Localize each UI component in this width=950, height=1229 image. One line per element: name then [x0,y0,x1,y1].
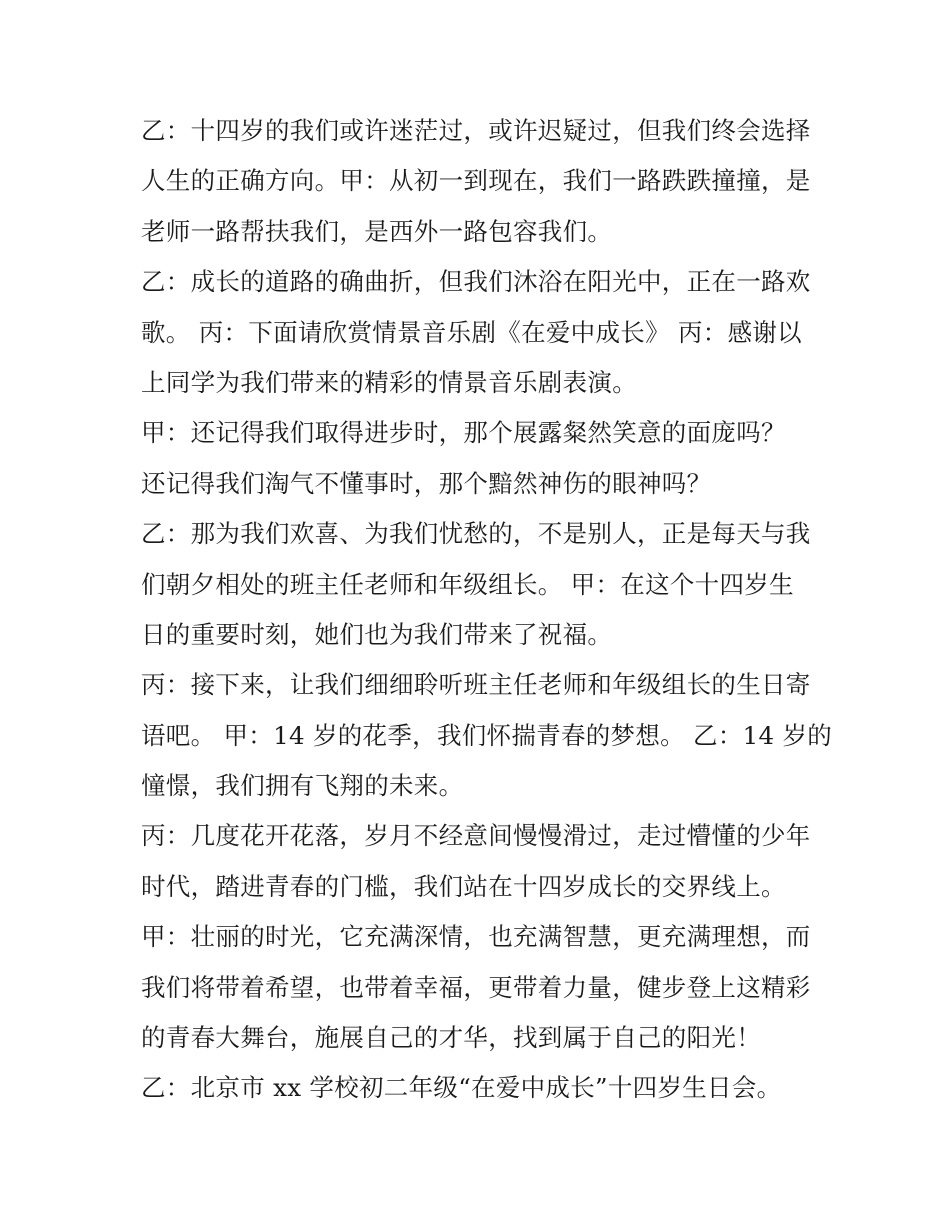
text-line-17: 甲：壮丽的时光，它充满深情，也充满智慧，更充满理想，而 [141,922,811,952]
text-line-4: 乙：成长的道路的确曲折，但我们沐浴在阳光中，正在一路欢 [141,267,811,297]
text-line-3: 老师一路帮扶我们，是西外一路包容我们。 [141,216,613,246]
text-line-6: 上同学为我们带来的精彩的情景音乐剧表演。 [141,367,637,397]
text-line-19: 的青春大舞台，施展自己的才华，找到属于自己的阳光！ [141,1023,761,1053]
text-line-16: 时代，踏进青春的门槛，我们站在十四岁成长的交界线上。 [141,871,786,901]
text-line-11: 日的重要时刻，她们也为我们带来了祝福。 [141,619,613,649]
text-line-13: 语吧。 甲：14 岁的花季，我们怀揣青春的梦想。 乙：14 岁的 [141,720,833,750]
text-line-7: 甲：还记得我们取得进步时，那个展露粲然笑意的面庞吗？ [141,418,786,448]
text-line-20: 乙：北京市 xx 学校初二年级“在爱中成长”十四岁生日会。 [141,1073,782,1103]
text-line-14: 憧憬，我们拥有飞翔的未来。 [141,771,464,801]
text-line-8: 还记得我们淘气不懂事时，那个黯然神伤的眼神吗？ [141,468,712,498]
text-line-12: 丙：接下来，让我们细细聆听班主任老师和年级组长的生日寄 [141,670,811,700]
text-line-1: 乙：十四岁的我们或许迷茫过，或许迟疑过，但我们终会选择 [141,116,811,145]
text-line-18: 我们将带着希望，也带着幸福，更带着力量，健步登上这精彩 [141,972,811,1002]
text-line-10: 们朝夕相处的班主任老师和年级组长。 甲：在这个十四岁生 [141,569,794,599]
text-line-2: 人生的正确方向。甲：从初一到现在，我们一路跌跌撞撞，是 [141,166,811,196]
text-line-15: 丙：几度花开花落，岁月不经意间慢慢滑过，走过懵懂的少年 [141,821,811,851]
document-body [141,106,833,1114]
text-line-5: 歌。 丙：下面请欣赏情景音乐剧《在爱中成长》 丙：感谢以 [141,317,802,347]
text-line-9: 乙：那为我们欢喜、为我们忧愁的，不是别人，正是每天与我 [141,519,811,549]
